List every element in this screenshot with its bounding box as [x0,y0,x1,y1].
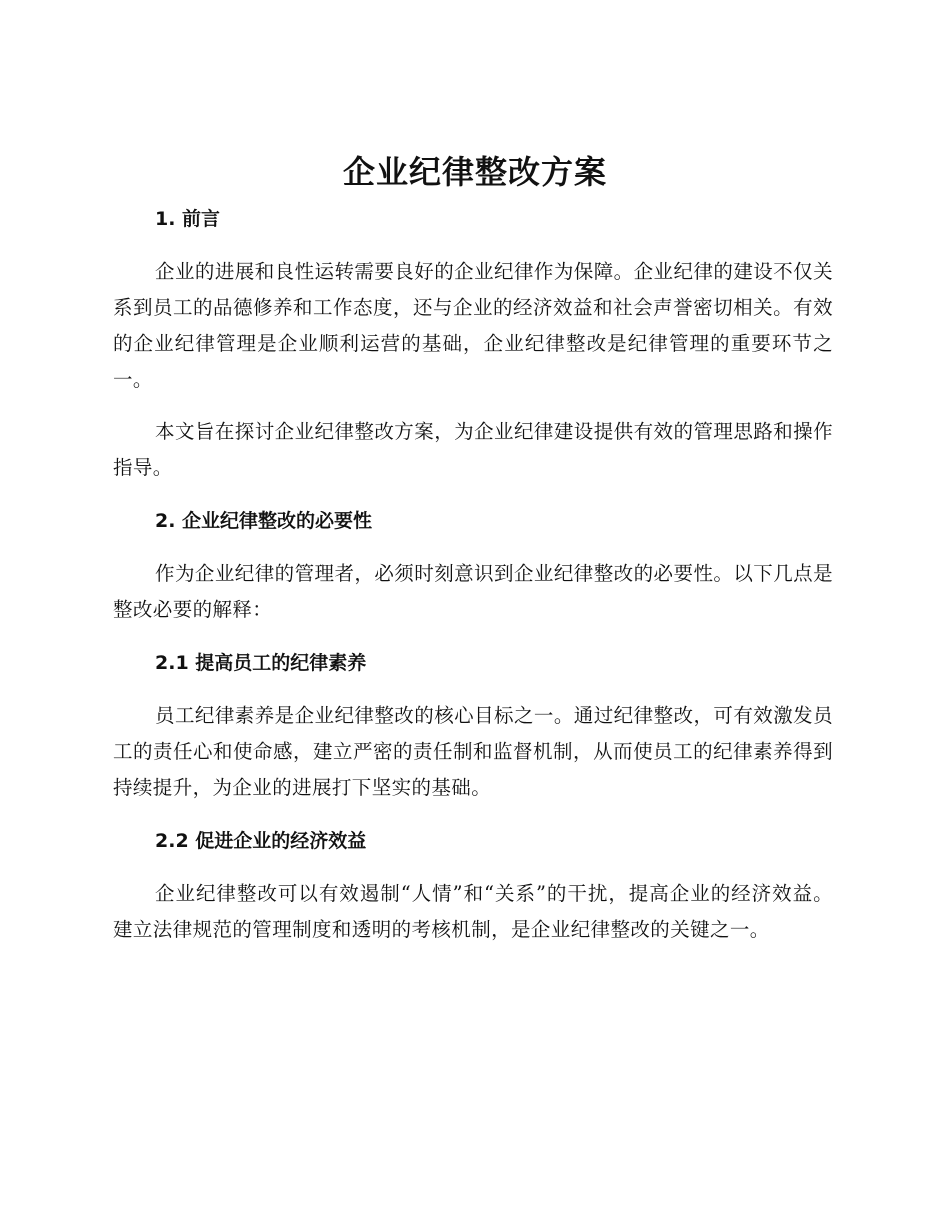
section-preface [113,200,833,502]
section-heading: 2. 企业纪律整改的必要性 [155,510,373,532]
section-heading: 2.1 提高员工的纪律素养 [155,652,367,674]
document-body [113,200,833,948]
body-paragraph: 本文旨在探讨企业纪律整改方案，为企业纪律建设提供有效的管理思路和操作指导。 [113,420,833,479]
body-paragraph: 企业纪律整改可以有效遏制“人情”和“关系”的干扰，提高企业的经济效益。建立法律规范的管理制度和透明的考核机制，是企业纪律整改的关键之一。 [113,882,833,941]
document-title: 企业纪律整改方案 [342,153,607,191]
body-paragraph: 员工纪律素养是企业纪律整改的核心目标之一。通过纪律整改，可有效激发员工的责任心和使命感，建立严密的责任制和监督机制，从而使员工的纪律素养得到持续提升，为企业的进展打下坚实的基础。 [113,704,833,799]
section-heading: 2.2 促进企业的经济效益 [155,830,367,852]
body-paragraph: 作为企业纪律的管理者，必须时刻意识到企业纪律整改的必要性。以下几点是整改必要的解释： [113,562,833,621]
section-discipline-literacy [113,644,833,822]
section-necessity [113,502,833,644]
section-heading: 1. 前言 [155,208,221,230]
body-paragraph: 企业的进展和良性运转需要良好的企业纪律作为保障。企业纪律的建设不仅关系到员工的品德修养和工作态度，还与企业的经济效益和社会声誉密切相关。有效的企业纪律管理是企业顺利运营的基础，企业纪律整改是纪律管理的重要环节之一。 [113,260,833,391]
section-economic-benefit [113,822,833,948]
